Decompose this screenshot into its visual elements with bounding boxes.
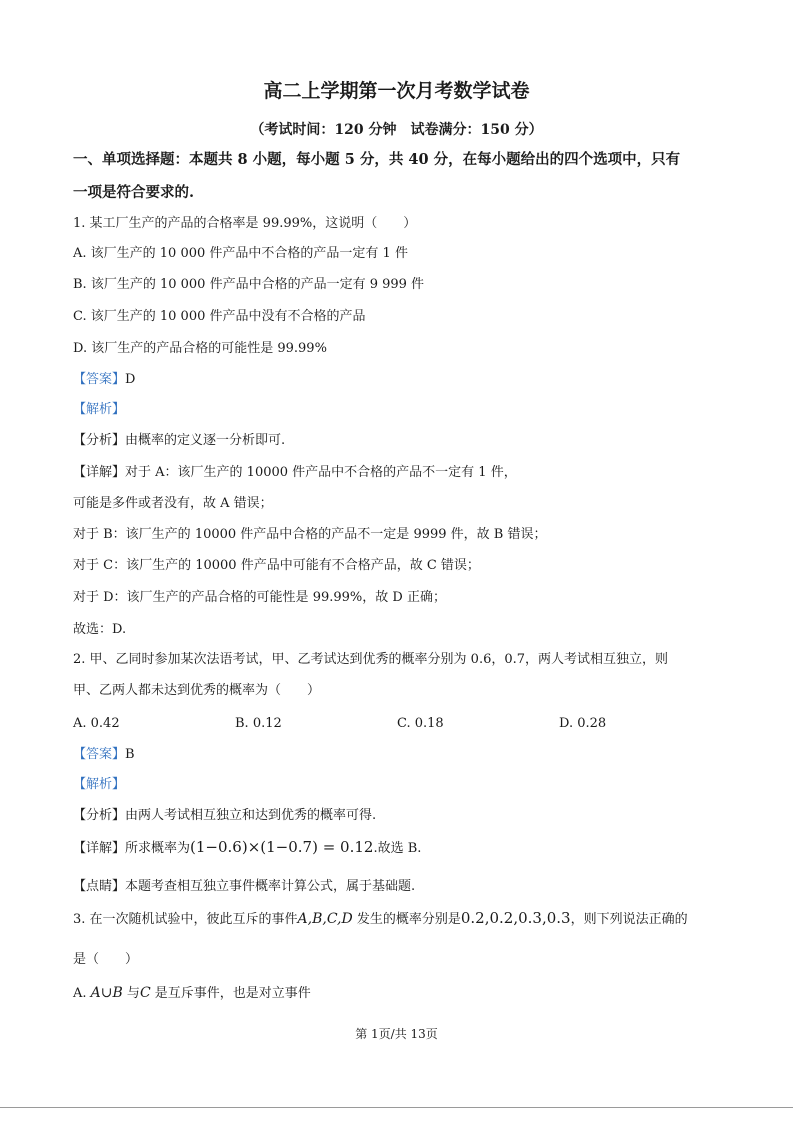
analysis-tag: 【解析】 — [73, 777, 126, 792]
q3-events: A,B,C,D — [297, 911, 353, 927]
q2-stem-line1: 2. 甲、乙同时参加某次法语考试，甲、乙考试达到优秀的概率分别为 0.6，0.7，两人考试相互独立，则 — [73, 652, 669, 667]
q3-option-a-mid: 与 — [122, 986, 140, 1001]
q1-answer — [73, 371, 135, 389]
q1-answer-value: D — [125, 372, 136, 387]
q2-answer-value: B — [125, 747, 135, 762]
q3-option-a-suffix: 是互斥事件，也是对立事件 — [150, 986, 311, 1001]
page-bottom-divider — [0, 1107, 793, 1108]
q2-option-a: A. 0.42 — [73, 716, 120, 731]
q1-analysis — [73, 401, 125, 419]
q3-option-a — [73, 984, 311, 1003]
q1-detail-line3: 对于 B：该厂生产的 10000 件产品中合格的产品不一定是 9999 件，故 B 错误； — [73, 527, 547, 542]
exam-info: （考试时间：120 分钟 试卷满分：150 分） — [250, 122, 543, 138]
q1-option-c: C. 该厂生产的 10 000 件产品中没有不合格的产品 — [73, 309, 366, 324]
page-footer: 第 1页/共 13页 — [355, 1027, 438, 1041]
analysis-tag: 【解析】 — [73, 402, 126, 417]
q3-stem-mid: 发生的概率分别是 — [352, 912, 461, 927]
q3-option-a-var: C — [139, 985, 151, 1001]
answer-tag: 【答案】 — [73, 372, 126, 387]
q2-detail-prefix: 所求概率为 — [125, 841, 191, 856]
q2-stem-line2: 甲、乙两人都未达到优秀的概率为（ ） — [73, 683, 321, 698]
section-heading-line1: 一、单项选择题：本题共 8 小题，每小题 5 分，共 40 分，在每小题给出的四个选项中，只有 — [73, 151, 681, 168]
q1-option-d: D. 该厂生产的产品合格的可能性是 99.99% — [73, 341, 327, 356]
q2-fenxi — [73, 807, 376, 825]
detail-tag: 【详解】 — [73, 841, 126, 856]
q1-detail-text1: 对于 A：该厂生产的 10000 件产品中不合格的产品不一定有 1 件， — [125, 465, 517, 480]
q1-detail-line2: 可能是多件或者没有，故 A 错误； — [73, 496, 273, 511]
q2-dianjing-text: 本题考查相互独立事件概率计算公式，属于基础题. — [125, 879, 416, 894]
q1-stem: 1. 某工厂生产的产品的合格率是 99.99%，这说明（ ） — [73, 216, 417, 231]
q1-fenxi-text: 由概率的定义逐一分析即可. — [125, 433, 286, 448]
q2-option-d: D. 0.28 — [559, 716, 607, 731]
detail-tag: 【详解】 — [73, 465, 126, 480]
fenxi-tag: 【分析】 — [73, 433, 126, 448]
q1-detail-line5: 对于 D：该厂生产的产品合格的可能性是 99.99%，故 D 正确； — [73, 590, 446, 605]
q3-option-a-prefix: A. — [73, 986, 91, 1001]
q3-probs: 0.2,0.2,0.3,0.3 — [460, 909, 571, 927]
q1-detail-line1 — [73, 464, 517, 482]
q2-formula: (1−0.6)×(1−0.7) = 0.12 — [190, 838, 374, 856]
q1-fenxi — [73, 432, 285, 450]
q2-detail-suffix: .故选 B. — [373, 841, 422, 856]
q2-answer — [73, 746, 135, 764]
q2-fenxi-text: 由两人考试相互独立和达到优秀的概率可得. — [125, 808, 377, 823]
section-heading-line2: 一项是符合要求的. — [73, 184, 195, 201]
q1-option-b: B. 该厂生产的 10 000 件产品中合格的产品一定有 9 999 件 — [73, 277, 425, 292]
q2-option-c: C. 0.18 — [397, 716, 444, 731]
dianjing-tag: 【点睛】 — [73, 879, 126, 894]
q3-stem-prefix: 3. 在一次随机试验中，彼此互斥的事件 — [73, 912, 298, 927]
page-title: 高二上学期第一次月考数学试卷 — [263, 80, 530, 102]
q2-option-b: B. 0.12 — [235, 716, 282, 731]
q2-dianjing — [73, 878, 415, 896]
q2-analysis — [73, 776, 125, 794]
q3-stem-line2: 是（ ） — [73, 952, 139, 967]
q3-stem-line1 — [73, 909, 688, 929]
q1-detail-line4: 对于 C：该厂生产的 10000 件产品中可能有不合格产品，故 C 错误； — [73, 558, 480, 573]
q2-detail — [73, 838, 421, 858]
q3-stem-suffix: ，则下列说法正确的 — [570, 912, 688, 927]
q1-option-a: A. 该厂生产的 10 000 件产品中不合格的产品一定有 1 件 — [73, 246, 408, 261]
q3-option-a-formula: A∪B — [90, 985, 123, 1001]
answer-tag: 【答案】 — [73, 747, 126, 762]
q1-conclusion: 故选：D. — [73, 622, 127, 637]
fenxi-tag: 【分析】 — [73, 808, 126, 823]
